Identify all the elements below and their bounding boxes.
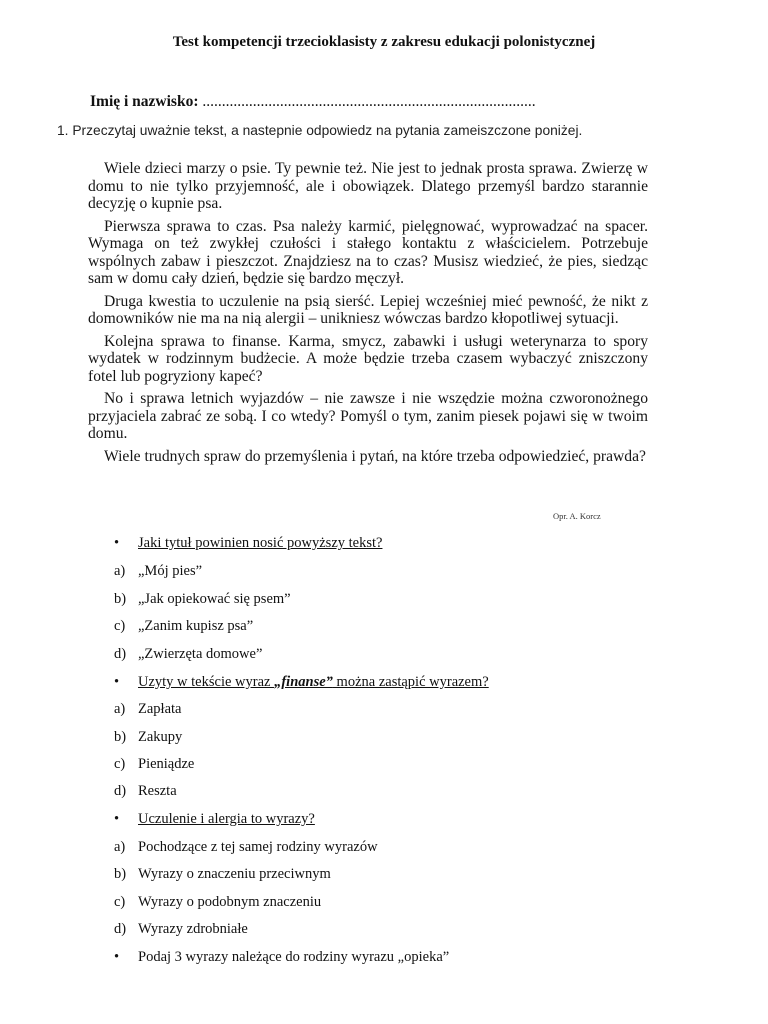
answer-text: Zakupy: [138, 729, 183, 745]
answer-text: Pochodzące z tej samej rodziny wyrazów: [138, 839, 378, 855]
question-text: Jaki tytuł powinien nosić powyższy tekst?: [138, 535, 383, 551]
passage-paragraph: Kolejna sprawa to finanse. Karma, smycz, zabawki i usługi weterynarza to spory wydatek w rodzinnym budżecie. A może będzie trzeba czasem wybaczyć zniszczony fotel lub pogryziony kapeć?: [88, 332, 648, 385]
question-4: [114, 949, 449, 966]
question-text-after: można zastąpić wyrazem?: [332, 674, 489, 690]
answer-letter: a): [114, 563, 126, 579]
answer-letter: d): [114, 646, 127, 662]
answer-letter: b): [114, 591, 127, 607]
question-text: Uczulenie i alergia to wyrazy?: [138, 811, 315, 827]
question-1: [114, 535, 382, 552]
answer-letter: b): [114, 866, 127, 882]
answer-option: [114, 839, 378, 856]
bullet: •: [114, 674, 120, 690]
answer-option: [114, 894, 321, 911]
bullet: •: [114, 535, 120, 551]
answer-text: Zapłata: [138, 701, 182, 717]
answer-letter: a): [114, 839, 126, 855]
answer-letter: c): [114, 756, 126, 772]
answer-text: Wyrazy o znaczeniu przeciwnym: [138, 866, 331, 882]
answer-option: [114, 729, 182, 746]
name-dots: ......................................................................................: [202, 93, 536, 110]
bullet: •: [114, 811, 120, 827]
question-text: [138, 674, 489, 690]
name-field-line: [90, 93, 536, 111]
answer-text: „Zwierzęta domowe”: [138, 646, 263, 662]
task-instruction: 1. Przeczytaj uważnie tekst, a nastepnie odpowiedz na pytania zameiszczone poniżej.: [57, 123, 583, 138]
answer-letter: b): [114, 729, 127, 745]
answer-letter: c): [114, 894, 126, 910]
answer-option: [114, 618, 253, 635]
answer-text: Reszta: [138, 783, 177, 799]
answer-option: [114, 756, 194, 773]
answer-letter: d): [114, 783, 127, 799]
passage-paragraph: Pierwsza sprawa to czas. Psa należy karmić, pielęgnować, wyprowadzać na spacer. Wymaga on też zwykłej czułości i stałego kontaktu z właścicielem. Potrzebuje wspólnych zabaw i pieszczot. Znajdziesz na to czas? Musisz wiedzieć, że pies, siedząc sam w domu cały dzień, będzie się bardzo męczył.: [88, 217, 648, 287]
answer-option: [114, 701, 181, 718]
question-emphasis: „finanse”: [274, 674, 333, 690]
answer-option: [114, 921, 248, 938]
answer-text: „Mój pies”: [138, 563, 203, 579]
answer-option: [114, 866, 331, 883]
answer-option: [114, 563, 202, 580]
answer-text: Pieniądze: [138, 756, 195, 772]
answer-text: Wyrazy o podobnym znaczeniu: [138, 894, 322, 910]
question-text: Podaj 3 wyrazy należące do rodziny wyrazu „opieka”: [138, 949, 450, 965]
reading-passage: [88, 160, 648, 470]
passage-paragraph: Wiele trudnych spraw do przemyślenia i pytań, na które trzeba odpowiedzieć, prawda?: [104, 447, 646, 465]
name-label: Imię i nazwisko:: [90, 93, 199, 110]
answer-letter: c): [114, 618, 126, 634]
passage-paragraph: No i sprawa letnich wyjazdów – nie zawsze i nie wszędzie można czworonożnego przyjaciela zabrać ze sobą. I co wtedy? Pomyśl o tym, zanim piesek pojawi się w twoim domu.: [88, 390, 648, 442]
answer-text: Wyrazy zdrobniałe: [138, 921, 248, 937]
page-title: Test kompetencji trzecioklasisty z zakresu edukacji polonistycznej: [172, 34, 596, 50]
question-text-before: Uzyty w tekście wyraz: [138, 674, 275, 690]
answer-option: [114, 591, 291, 608]
answer-text: „Jak opiekować się psem”: [138, 591, 291, 607]
answer-letter: d): [114, 921, 127, 937]
answer-option: [114, 646, 262, 663]
question-2: [114, 674, 489, 691]
source-attribution: Opr. A. Korcz: [553, 511, 601, 521]
answer-option: [114, 783, 177, 800]
answer-letter: a): [114, 701, 126, 717]
passage-paragraph: Druga kwestia to uczulenie na psią sierść. Lepiej wcześniej mieć pewność, że nikt z domowników nie ma na nią alergii – unikniesz wówczas bardzo kłopotliwej sytuacji.: [88, 292, 648, 327]
bullet: •: [114, 949, 120, 965]
question-3: [114, 811, 315, 828]
passage-paragraph: Wiele dzieci marzy o psie. Ty pewnie też. Nie jest to jednak prosta sprawa. Zwierzę w domu to nie tylko przyjemność, ale i obowiązek. Dlatego przemyśl bardzo starannie decyzję o kupnie psa.: [88, 160, 648, 212]
answer-text: „Zanim kupisz psa”: [138, 618, 254, 634]
